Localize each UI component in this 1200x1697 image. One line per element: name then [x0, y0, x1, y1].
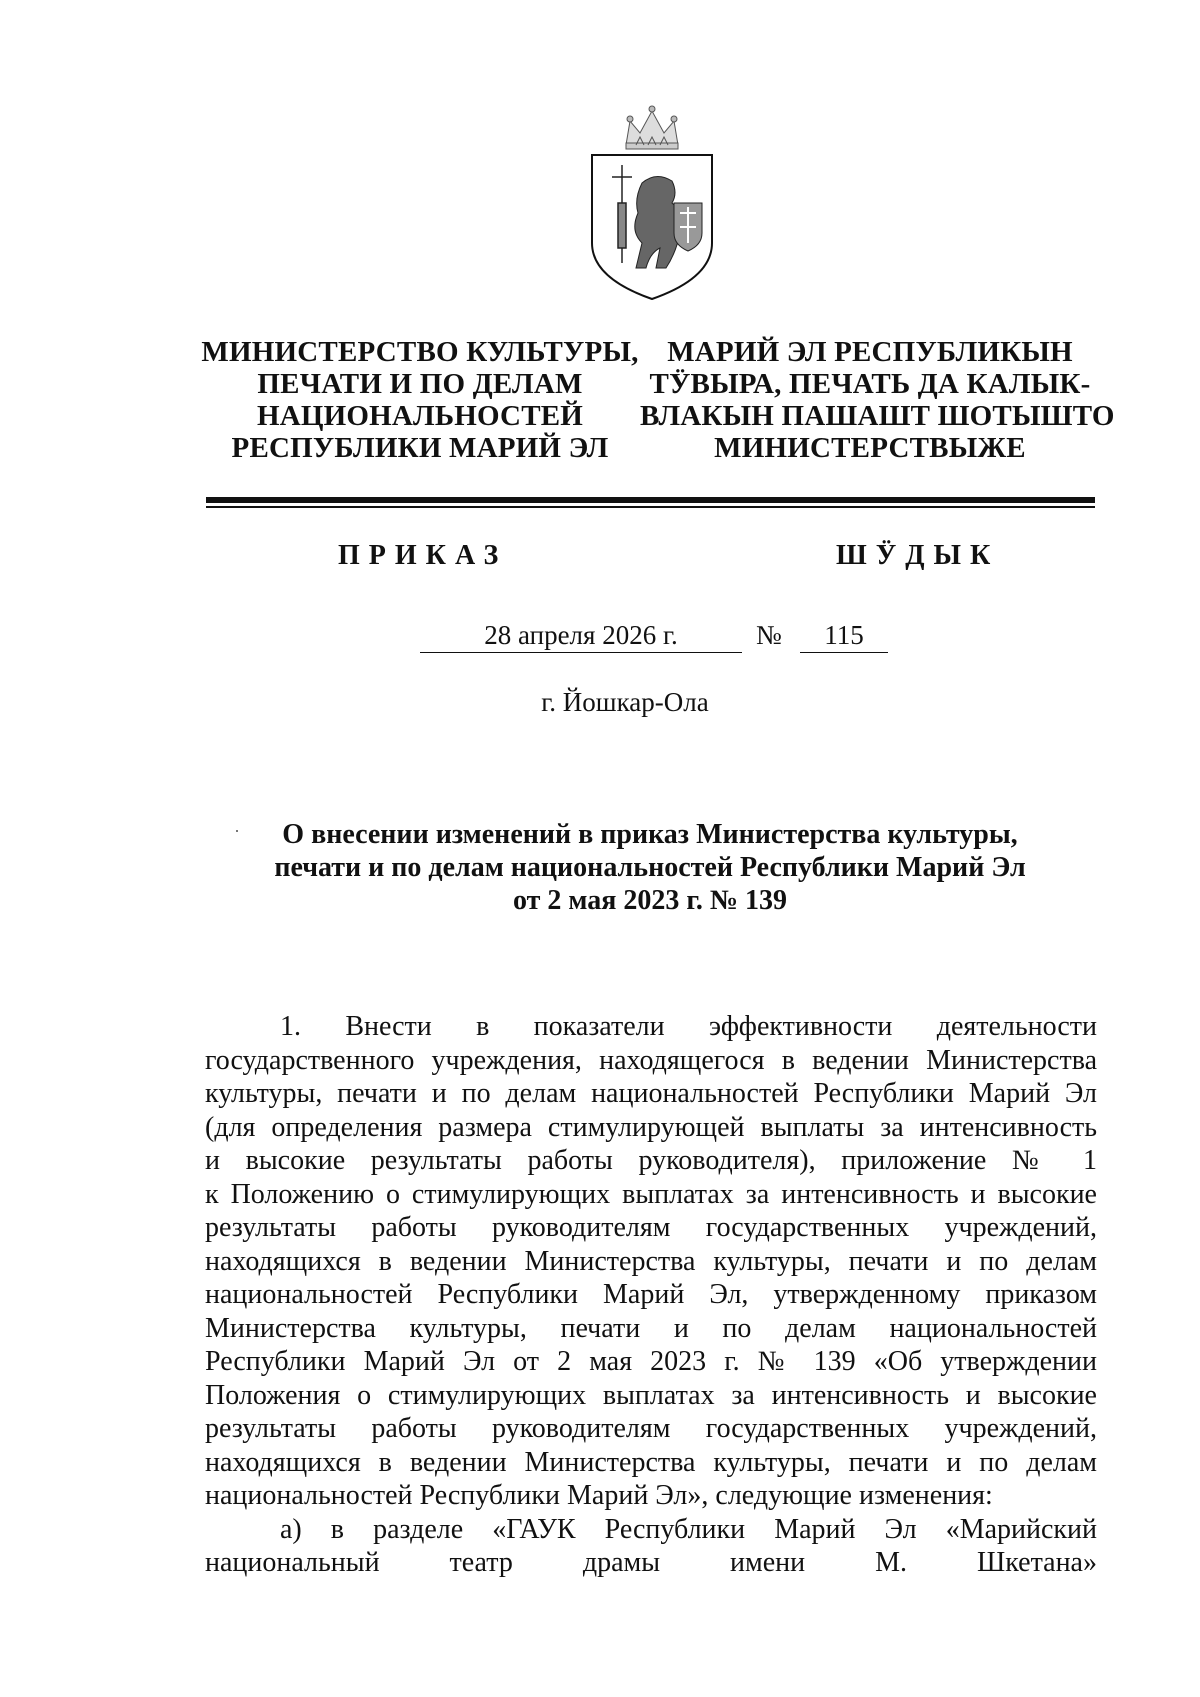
- ministry-name-russian: [190, 336, 650, 464]
- coat-of-arms-emblem: [586, 103, 718, 303]
- order-number: 115: [800, 620, 888, 653]
- header-right-line: МИНИСТЕРСТВЫЖЕ: [714, 432, 1026, 464]
- order-title-mari: ШӰДЫК: [836, 540, 1000, 571]
- body-line: находящихся в ведении Министерства культуры, печати и по делам: [205, 1446, 1097, 1478]
- body-line: национальностей Республики Марий Эл, утвержденному приказом: [205, 1279, 1097, 1310]
- body-line: национальный театр драмы имени М. Шкетана»: [205, 1547, 1097, 1578]
- body-line: культуры, печати и по делам национальностей Республики Марий Эл: [205, 1078, 1097, 1109]
- document-body: [205, 1010, 1097, 1580]
- subject-line: О внесении изменений в приказ Министерства культуры,: [282, 819, 1018, 850]
- header-right-line: ТӰВЫРА, ПЕЧАТЬ ДА КАЛЫК-: [649, 368, 1091, 400]
- header-left-line: ПЕЧАТИ И ПО ДЕЛАМ: [257, 368, 583, 400]
- body-line: Министерства культуры, печати и по делам национальностей: [205, 1312, 1097, 1344]
- body-line: и высокие результаты работы руководителя), приложение № 1: [205, 1145, 1097, 1176]
- subject-line: от 2 мая 2023 г. № 139: [512, 885, 788, 916]
- body-line: к Положению о стимулирующих выплатах за интенсивность и высокие: [205, 1178, 1097, 1210]
- header-left-line: НАЦИОНАЛЬНОСТЕЙ: [256, 400, 584, 432]
- header-divider-thin: [206, 506, 1095, 508]
- body-line: результаты работы руководителям государственных учреждений,: [205, 1413, 1097, 1444]
- header-left-line: РЕСПУБЛИКИ МАРИЙ ЭЛ: [231, 432, 609, 464]
- order-title-russian: ПРИКАЗ: [338, 540, 508, 571]
- ministry-name-mari: [640, 336, 1115, 464]
- order-date-number-row: [0, 620, 1200, 654]
- body-line: государственного учреждения, находящегося в ведении Министерства: [205, 1044, 1097, 1076]
- number-sign: №: [756, 620, 782, 650]
- body-line: (для определения размера стимулирующей выплаты за интенсивность: [205, 1111, 1097, 1143]
- body-line: находящихся в ведении Министерства культуры, печати и по делам: [205, 1245, 1097, 1277]
- city-name: г. Йошкар-Ола: [541, 687, 709, 717]
- document-subject: [200, 818, 1100, 917]
- header-divider-thick: [206, 497, 1095, 503]
- subject-line: печати и по делам национальностей Республики Марий Эл: [274, 852, 1026, 883]
- header-left-line: МИНИСТЕРСТВО КУЛЬТУРЫ,: [201, 336, 639, 368]
- header-right-line: ВЛАКЫН ПАШАШТ ШОТЫШТО: [640, 400, 1115, 432]
- body-line: результаты работы руководителям государственных учреждений,: [205, 1212, 1097, 1243]
- body-line: Республики Марий Эл от 2 мая 2023 г. № 139 «Об утверждении: [205, 1346, 1097, 1377]
- body-line: 1. Внести в показатели эффективности деятельности: [280, 1011, 1097, 1042]
- body-line: а) в разделе «ГАУК Республики Марий Эл «Марийский: [280, 1513, 1097, 1545]
- header-right-line: МАРИЙ ЭЛ РЕСПУБЛИКЫН: [667, 336, 1073, 368]
- body-line: национальностей Республики Марий Эл», следующие изменения:: [205, 1480, 993, 1511]
- body-line: Положения о стимулирующих выплатах за интенсивность и высокие: [205, 1379, 1097, 1411]
- order-date: 28 апреля 2026 г.: [420, 620, 742, 653]
